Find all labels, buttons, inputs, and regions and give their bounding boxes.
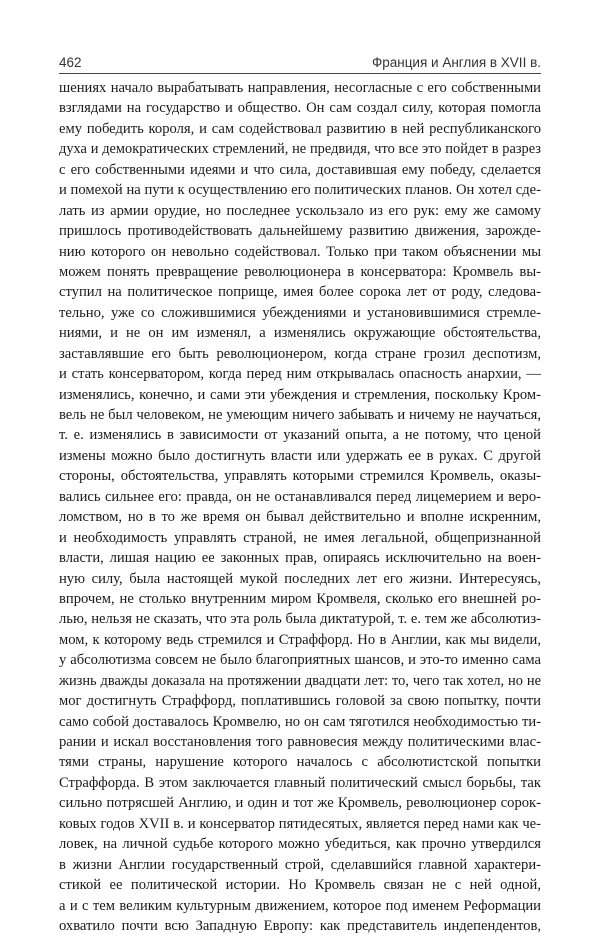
- text-line: изменялись, конечно, и сами эти убеждения и стремления, поскольку Кром-: [59, 386, 541, 403]
- text-line: пришлось противодействовать дальнейшему развитию движения, зарожде-: [59, 223, 541, 240]
- text-line: и стать консерватором, когда перед ним открывалась опасность анархии, —: [59, 366, 541, 383]
- text-line: с его собственными идеями и что сила, доставившая ему победу, сделается: [59, 161, 541, 178]
- text-line: Страффорда. В этом заключается главный политический смысл борьбы, так: [59, 774, 541, 791]
- text-line: власти, лишая нацию ее законных прав, опираясь исключительно на воен-: [59, 550, 541, 567]
- text-line: ломством, но в то же время он бывал действительно и вполне искренним,: [59, 509, 541, 526]
- text-line: ную силу, была настоящей мукой последних лет его жизни. Интересуясь,: [59, 570, 541, 587]
- text-line: и необходимость управлять страной, не имея легальной, общепризнанной: [59, 529, 541, 546]
- text-line: охватило почти всю Западную Европу: как представитель индепендентов,: [59, 917, 541, 934]
- text-line: заставлявшие его быть революционером, когда стране грозил деспотизм,: [59, 345, 541, 362]
- text-line: мом, к которому ведь стремился и Страффорд. Но в Англии, как мы видели,: [59, 631, 541, 648]
- text-line: ловек, на личной судьбе которого можно убедиться, как прочно утвердился: [59, 836, 541, 853]
- text-line: ниями, и не он им изменял, а изменялись окружающие обстоятельства,: [59, 325, 541, 342]
- text-line: у абсолютизма совсем не было благоприятных шансов, и это-то именно сама: [59, 652, 541, 669]
- page-number: 462: [59, 55, 82, 70]
- text-line: тельно, уже со сложившимися убеждениями и установившимися стремле-: [59, 304, 541, 321]
- text-line: вель не был человеком, не умеющим ничего забывать и ничему не научаться,: [59, 407, 541, 423]
- text-line: взглядами на государство и общество. Он сам создал силу, которая помогла: [59, 100, 541, 117]
- text-line: мог достигнуть Страффорд, поплатившись головой за свою попытку, почти: [59, 693, 541, 710]
- text-line: ступил на политическое поприще, имея более сорока лет от роду, следова-: [59, 284, 541, 301]
- text-line: духа и демократических стремлений, не предвидя, что все это пойдет в разрез: [59, 141, 541, 158]
- text-line: вались сильнее его: правда, он не останавливался перед лицемерием и веро-: [59, 488, 541, 505]
- text-line: тями страны, нарушение которого началось с абсолютистской попытки: [59, 754, 541, 771]
- text-line: в жизни Англии государственный строй, сделавшийся главной характери-: [59, 856, 541, 873]
- body-text: [59, 78, 541, 936]
- text-line: жизнь дважды доказала на протяжении двадцати лет: то, чего так хотел, но не: [59, 672, 541, 689]
- text-line: лать из армии орудие, но последнее ускользало из его рук: ему же самому: [59, 202, 541, 219]
- text-line: шениях начало вырабатывать направления, несогласные с его собственными: [59, 80, 541, 96]
- text-line: ковых годов XVII в. и консерватор пятидесятых, является перед нами как че-: [59, 815, 541, 832]
- text-line: нию которого он невольно содействовал. Только при таком объяснении мы: [59, 243, 541, 260]
- text-line: само собой доставалось Кромвелю, но он сам тяготился необходимостью ти-: [59, 713, 541, 730]
- text-line: впрочем, не столько внутренним миром Кромвеля, сколько его внешней ро-: [59, 590, 541, 607]
- text-line: рании и искал восстановления того равновесия между политическими влас-: [59, 734, 541, 750]
- page-header: [59, 52, 541, 74]
- header-rule: [59, 73, 541, 74]
- text-line: лью, нельзя не сказать, что эта роль была диктатурой, т. е. тем же абсолютиз-: [59, 611, 541, 628]
- text-line: ему победить короля, и сам содействовал развитию в ней республиканского: [59, 120, 541, 137]
- text-line: т. е. изменялись в зависимости от указаний опыта, а не потому, что ценой: [59, 427, 541, 444]
- running-head: Франция и Англия в XVII в.: [371, 55, 541, 70]
- text-line: а и с тем великим культурным движением, которое под именем Реформации: [59, 897, 541, 914]
- text-line: измены можно было достигнуть власти или удержать ее в руках. С другой: [59, 447, 541, 464]
- text-line: стикой ее политической истории. Но Кромвель связан не с ней одной,: [59, 877, 541, 894]
- text-line: можем понять превращение революционера в консерватора: Кромвель вы-: [59, 263, 541, 280]
- text-line: сильно потрясшей Англию, и один и тот же Кромвель, революционер сорок-: [59, 795, 541, 812]
- text-line: стороны, обстоятельства, управлять которыми стремился Кромвель, оказы-: [59, 468, 541, 485]
- text-line: и помехой на пути к осуществлению его политических планов. Он хотел сде-: [59, 182, 541, 199]
